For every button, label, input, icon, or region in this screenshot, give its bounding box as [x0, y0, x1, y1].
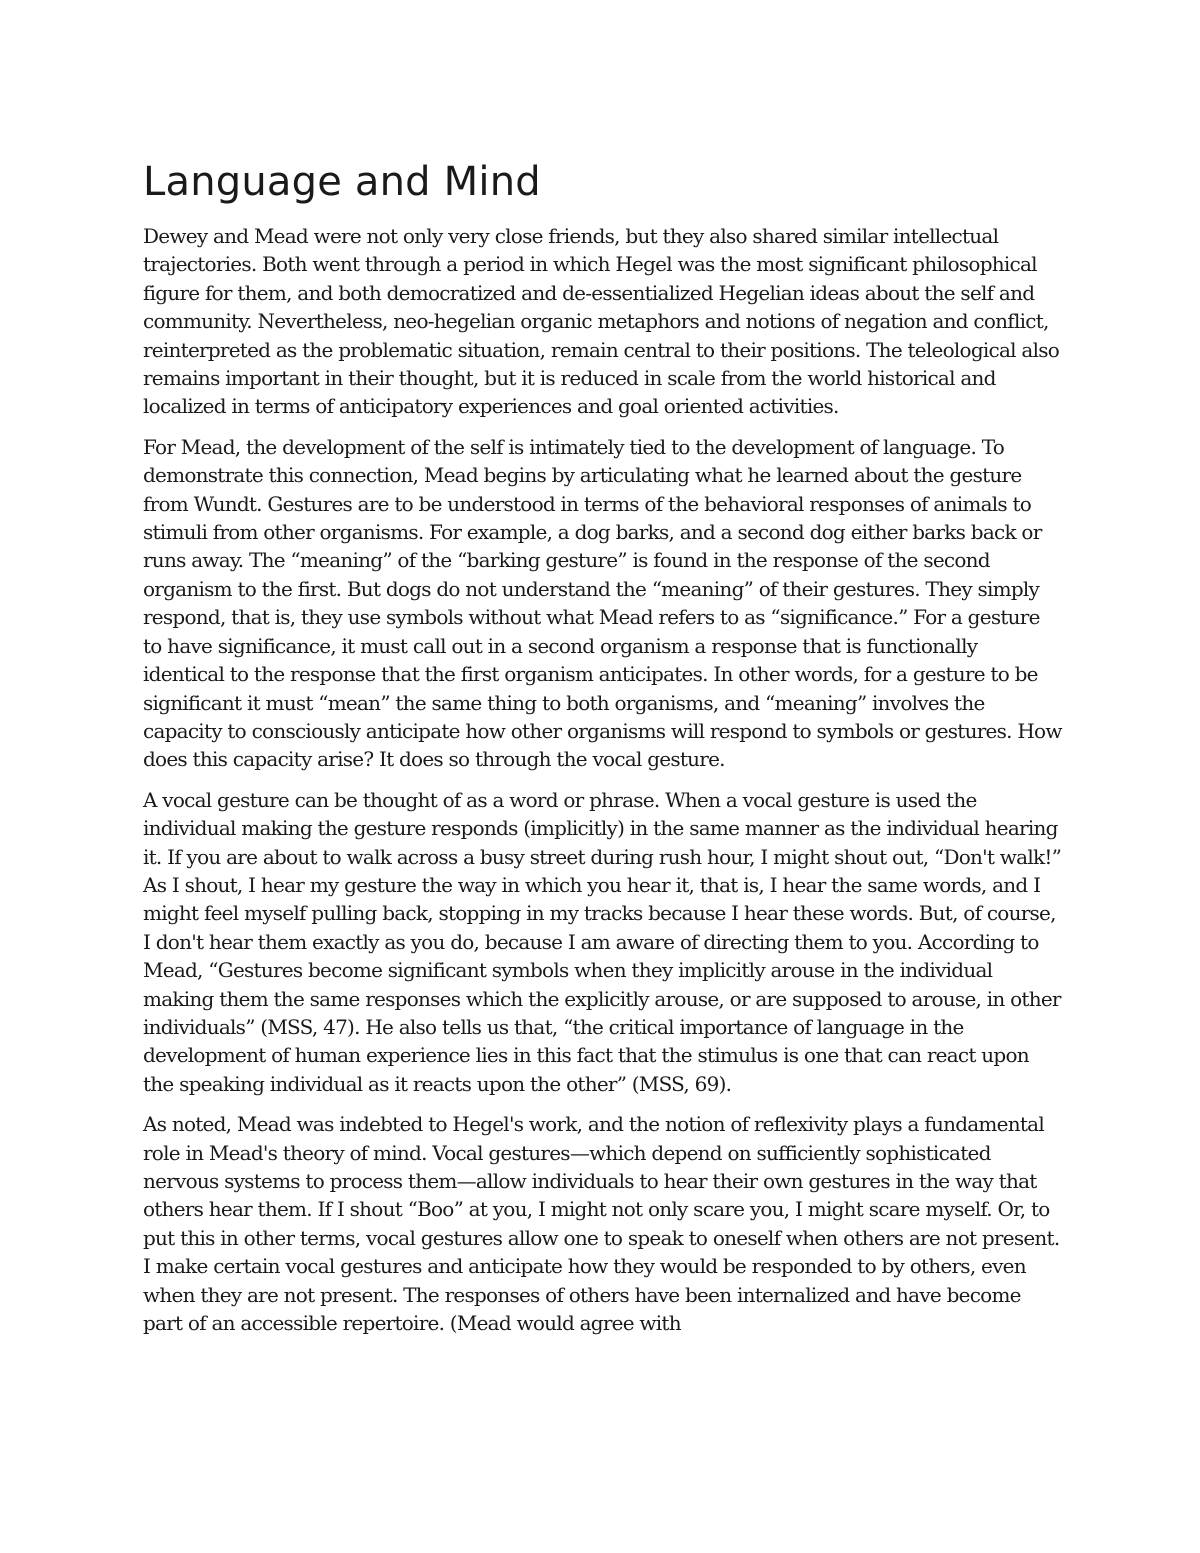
paragraph-4: As noted, Mead was indebted to Hegel's work, and the notion of reflexivity plays a fundamental role in Mead's theory of mind. Vocal gestures—which depend on sufficiently sophisticated nervous systems to process them—allow individuals to hear their own gestures in the way that others hear them. If I shout “Boo” at you, I might not only scare you, I might scare myself. Or, to put this in other terms, vocal gestures allow one to speak to oneself when others are not present. I make certain vocal gestures and anticipate how they would be responded to by others, even when they are not present. The responses of others have been internalized and have become part of an accessible repertoire. (Mead would agree with	[143, 1112, 1060, 1336]
paragraph-2: For Mead, the development of the self is intimately tied to the development of language. To demonstrate this connection, Mead begins by articulating what he learned about the gesture from Wundt. Gestures are to be understood in terms of the behavioral responses of animals to stimuli from other organisms. For example, a dog barks, and a second dog either barks back or runs away. The “meaning” of the “barking gesture” is found in the response of the second organism to the first. But dogs do not understand the “meaning” of their gestures. They simply respond, that is, they use symbols without what Mead refers to as “significance.” For a gesture to have significance, it must call out in a second organism a response that is functionally identical to the response that the first organism anticipates. In other words, for a gesture to be significant it must “mean” the same thing to both organisms, and “meaning” involves the capacity to consciously anticipate how other organisms will respond to symbols or gestures. How does this capacity arise? It does so through the vocal gesture.	[143, 434, 1062, 772]
paragraph-1: Dewey and Mead were not only very close friends, but they also shared similar intellectual trajectories. Both went through a period in which Hegel was the most significant philosophical figure for them, and both democratized and de-essentialized Hegelian ideas about the self and community. Nevertheless, neo-hegelian organic metaphors and notions of negation and conflict, reinterpreted as the problematic situation, remain central to their positions. The teleological also remains important in their thought, but it is reduced in scale from the world historical and localized in terms of anticipatory experiences and goal oriented activities.	[143, 224, 1060, 419]
paragraph-3: A vocal gesture can be thought of as a word or phrase. When a vocal gesture is used the individual making the gesture responds (implicitly) in the same manner as the individual hearing it. If you are about to walk across a busy street during rush hour, I might shout out, “Don't walk!” As I shout, I hear my gesture the way in which you hear it, that is, I hear the same words, and I might feel myself pulling back, stopping in my tracks because I hear these words. But, of course, I don't hear them exactly as you do, because I am aware of directing them to you. According to Mead, “Gestures become significant symbols when they implicitly arouse in the individual making them the same responses which the explicitly arouse, or are supposed to arouse, in other individuals” (MSS, 47). He also tells us that, “the critical importance of language in the development of human experience lies in this fact that the stimulus is one that can react upon the speaking individual as it reacts upon the other” (MSS, 69).	[143, 787, 1062, 1096]
document-page	[143, 158, 1063, 1349]
document-title: Language and Mind	[143, 159, 541, 205]
